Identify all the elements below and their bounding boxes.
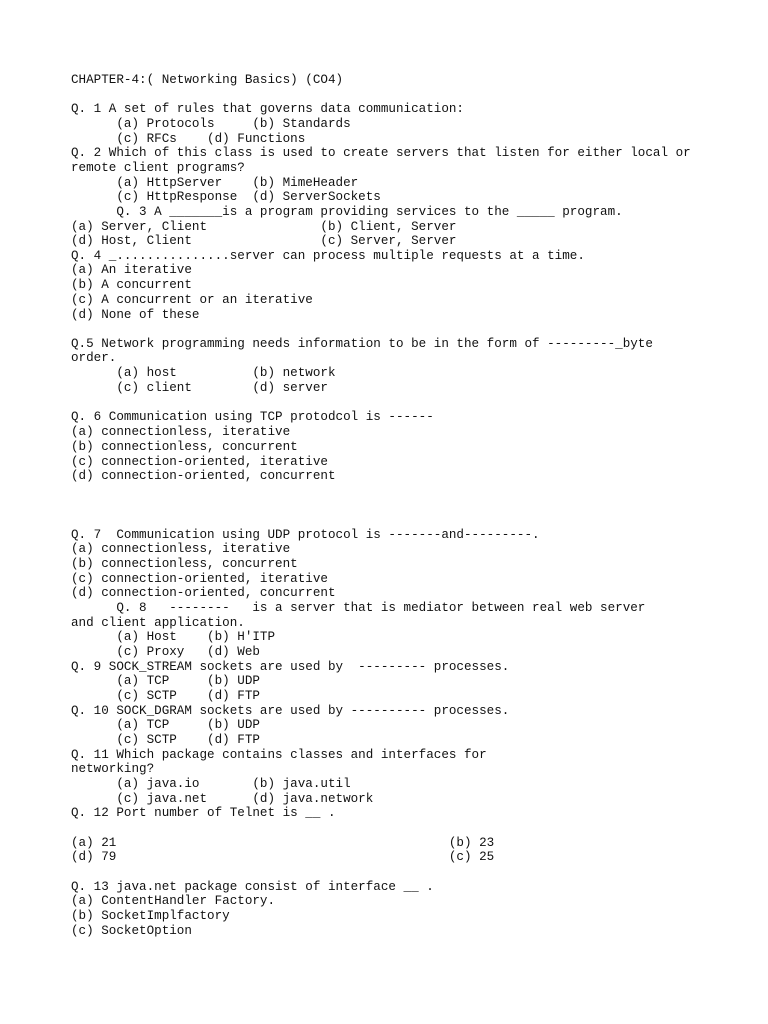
question-7-option-d: (d) connection-oriented, concurrent (71, 586, 336, 600)
question-2-options-ab: (a) HttpServer (b) MimeHeader (71, 176, 359, 190)
question-9-options-ab: (a) TCP (b) UDP (71, 674, 260, 688)
question-12-options-ab: (a) 21 (b) 23 (71, 836, 495, 850)
question-4-option-a: (a) An iterative (71, 263, 192, 277)
question-7-option-c: (c) connection-oriented, iterative (71, 572, 328, 586)
question-6-option-d: (d) connection-oriented, concurrent (71, 469, 336, 483)
question-11: Q. 11 Which package contains classes and interfaces for (71, 748, 487, 762)
question-13: Q. 13 java.net package consist of interface __ . (71, 880, 434, 894)
question-4-option-d: (d) None of these (71, 308, 200, 322)
question-8-cont: and client application. (71, 616, 245, 630)
question-12-options-dc: (d) 79 (c) 25 (71, 850, 495, 864)
page-title: CHAPTER-4:( Networking Basics) (CO4) (71, 73, 344, 87)
question-7: Q. 7 Communication using UDP protocol is -------and---------. (71, 528, 540, 542)
question-13-option-b: (b) SocketImplfactory (71, 909, 230, 923)
question-9: Q. 9 SOCK_STREAM sockets are used by --------- processes. (71, 660, 510, 674)
question-3-options-dc: (d) Host, Client (c) Server, Server (71, 234, 457, 248)
question-2-cont: remote client programs? (71, 161, 245, 175)
question-10: Q. 10 SOCK_DGRAM sockets are used by ---------- processes. (71, 704, 510, 718)
question-7-option-b: (b) connectionless, concurrent (71, 557, 298, 571)
question-5-options-cd: (c) client (d) server (71, 381, 328, 395)
question-8-options-ab: (a) Host (b) H'ITP (71, 630, 276, 644)
question-12: Q. 12 Port number of Telnet is __ . (71, 806, 336, 820)
question-13-option-c: (c) SocketOption (71, 924, 192, 938)
question-7-option-a: (a) connectionless, iterative (71, 542, 291, 556)
question-2: Q. 2 Which of this class is used to create servers that listen for either local or (71, 146, 691, 160)
question-11-cont: networking? (71, 762, 155, 776)
question-3: Q. 3 A _______is a program providing services to the _____ program. (71, 205, 623, 219)
question-3-options-ab: (a) Server, Client (b) Client, Server (71, 220, 457, 234)
question-5-options-ab: (a) host (b) network (71, 366, 336, 380)
question-11-options-cd: (c) java.net (d) java.network (71, 792, 374, 806)
question-6-option-b: (b) connectionless, concurrent (71, 440, 298, 454)
question-13-option-a: (a) ContentHandler Factory. (71, 894, 276, 908)
question-1: Q. 1 A set of rules that governs data communication: (71, 102, 464, 116)
question-8-options-cd: (c) Proxy (d) Web (71, 645, 260, 659)
question-2-options-cd: (c) HttpResponse (d) ServerSockets (71, 190, 381, 204)
question-5: Q.5 Network programming needs information to be in the form of ---------_byte (71, 337, 653, 351)
question-11-options-ab: (a) java.io (b) java.util (71, 777, 351, 791)
question-5-cont: order. (71, 351, 117, 365)
question-10-options-ab: (a) TCP (b) UDP (71, 718, 260, 732)
question-1-options-ab: (a) Protocols (b) Standards (71, 117, 351, 131)
question-4-option-b: (b) A concurrent (71, 278, 192, 292)
question-6: Q. 6 Communication using TCP protodcol is ------ (71, 410, 434, 424)
question-4: Q. 4 _...............server can process multiple requests at a time. (71, 249, 585, 263)
question-4-option-c: (c) A concurrent or an iterative (71, 293, 313, 307)
question-1-options-cd: (c) RFCs (d) Functions (71, 132, 306, 146)
question-10-options-cd: (c) SCTP (d) FTP (71, 733, 260, 747)
question-8: Q. 8 -------- is a server that is mediator between real web server (71, 601, 646, 615)
question-9-options-cd: (c) SCTP (d) FTP (71, 689, 260, 703)
question-6-option-c: (c) connection-oriented, iterative (71, 455, 328, 469)
question-6-option-a: (a) connectionless, iterative (71, 425, 291, 439)
